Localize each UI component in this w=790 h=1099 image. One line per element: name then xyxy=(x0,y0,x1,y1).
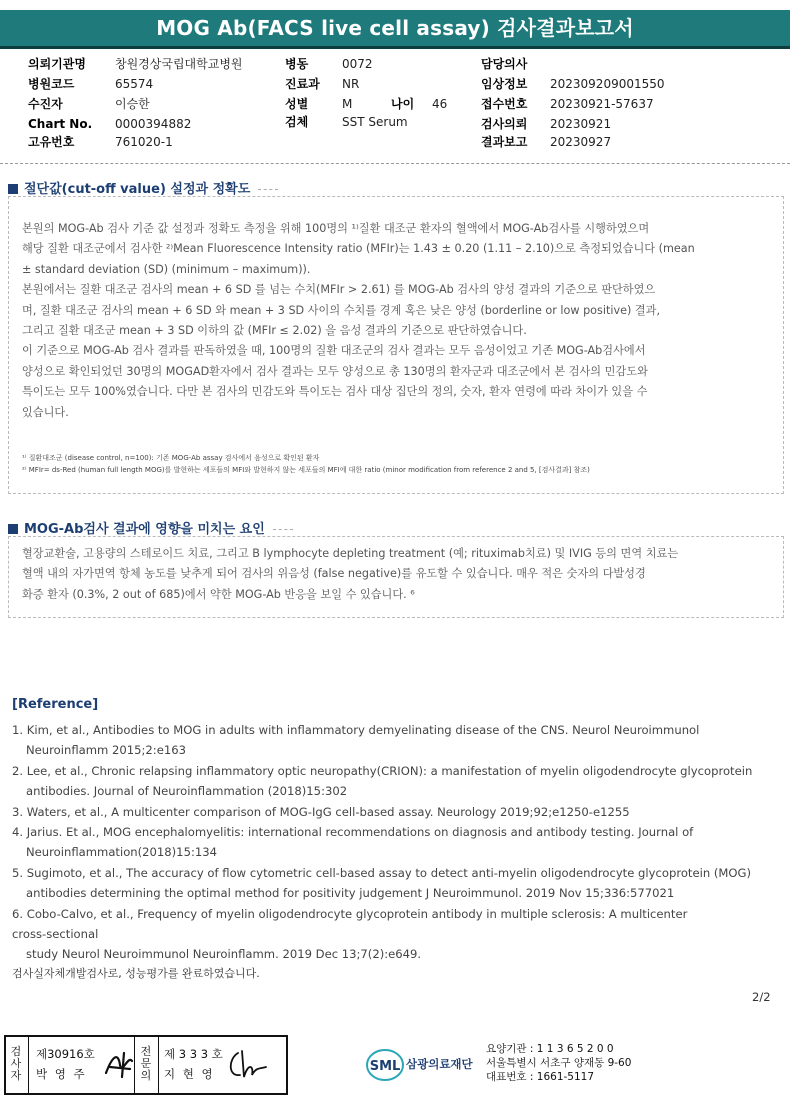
reference-item: 3. Waters, et al., A multicenter comparison of MOG-IgG cell-based assay. Neurology 2019;92;e1250-e1255 xyxy=(12,804,630,819)
value-clinical-info: 202309209001550 xyxy=(550,77,665,91)
value-age: 46 xyxy=(432,97,448,111)
label-department: 진료과 xyxy=(285,77,320,91)
signature-divider xyxy=(28,1037,29,1093)
value-chart-no: 0000394882 xyxy=(115,117,192,131)
reference-item-continued: Neuroinflammation(2018)15:134 xyxy=(26,845,217,860)
label-clinical-info: 임상정보 xyxy=(481,77,528,91)
contact-line: 대표번호 : 1661-5117 xyxy=(486,1071,595,1083)
value-receipt-number: 20230921-57637 xyxy=(550,97,654,111)
text-line: 이 기준으로 MOG-Ab 검사 결과를 판독하였을 때, 100명의 질환 대조군의 검사 결과는 모두 음성이었고 기존 MOG-Ab검사에서 xyxy=(22,344,646,358)
divider xyxy=(0,163,790,164)
section-cutoff-body xyxy=(22,219,772,423)
specialist-signature-icon xyxy=(226,1047,270,1083)
label-report-date: 결과보고 xyxy=(481,135,528,149)
value-requesting-institution: 창원경상국립대학교병원 xyxy=(115,57,243,71)
reference-item-continued: antibodies determining the optimal method for positivity judgement J Neuroimmunol. 2019 Nov 15;336:577021 xyxy=(26,886,675,901)
sml-logo-text: SML xyxy=(369,1059,401,1074)
text-line: 그리고 질환 대조군 mean + 3 SD 이하의 값 (MFIr ≤ 2.02) 을 음성 결과의 기준으로 판단하였습니다. xyxy=(22,324,527,338)
label-request-date: 검사의뢰 xyxy=(481,117,528,131)
section-cutoff-title: 절단값(cut-off value) 설정과 정확도 xyxy=(24,182,251,197)
label-sex: 성별 xyxy=(285,97,309,111)
label-specimen: 검체 xyxy=(285,115,309,129)
value-specimen: SST Serum xyxy=(342,115,408,129)
reference-item-continued: Neuroinflamm 2015;2:e163 xyxy=(26,743,186,758)
text-line: 있습니다. xyxy=(22,405,69,419)
text-line: 화증 환자 (0.3%, 2 out of 685)에서 약한 MOG-Ab 반응을 보일 수 있습니다. ⁶ xyxy=(22,587,415,601)
value-sex: M xyxy=(342,97,353,111)
footnotes xyxy=(22,452,590,476)
company-contact xyxy=(486,1042,631,1084)
title-underline xyxy=(0,46,790,49)
reference-item-continued: antibodies. Journal of Neuroinflammation (2018)15:302 xyxy=(26,784,348,799)
value-hospital-code: 65574 xyxy=(115,77,154,91)
contact-line: 서울특별시 서초구 양재동 9-60 xyxy=(486,1057,632,1069)
label-chart-no: Chart No. xyxy=(28,117,93,131)
text-line: 혈장교환술, 고용량의 스테로이드 치료, 그리고 B lymphocyte depleting treatment (예; rituximab치료) 및 IVIG 등의 면역 치료는 xyxy=(22,547,679,560)
square-bullet-icon xyxy=(8,184,18,194)
footnote-1: ¹⁾ 질환대조군 (disease control, n=100): 기존 MOG-Ab assay 검사에서 음성으로 확인된 환자 xyxy=(22,454,320,462)
reference-item: 4. Jarius. Et al., MOG encephalomyelitis: international recommendations on diagnosis and antibody testing. Journal of xyxy=(12,825,694,840)
label-ward: 병동 xyxy=(285,57,309,71)
value-request-date: 20230921 xyxy=(550,117,612,131)
sml-logo-icon xyxy=(366,1046,404,1082)
tester-license-no: 제30916호 xyxy=(36,1047,95,1061)
section-factors-body xyxy=(22,544,772,605)
specialist-name: 지 현 영 xyxy=(164,1067,215,1081)
reference-item-continued: cross-sectional xyxy=(12,927,99,942)
section-cutoff-heading xyxy=(8,178,278,197)
value-department: NR xyxy=(342,77,360,91)
reference-item: 6. Cobo-Calvo, et al., Frequency of myelin oligodendrocyte glycoprotein antibody in multiple sclerosis: A multicenter xyxy=(12,906,688,921)
footnote-2: ²⁾ MFIr= ds-Red (human full length MOG)를 발현하는 세포들의 MFI와 발현하지 않는 세포들의 MFI에 대한 ratio (minor modification from reference 2 and 5, [검사결과] 참조) xyxy=(22,466,590,474)
page-number: 2/2 xyxy=(752,990,771,1004)
label-hospital-code: 병원코드 xyxy=(28,77,75,91)
label-unique-number: 고유번호 xyxy=(28,135,75,149)
company-name: 삼광의료재단 xyxy=(406,1057,473,1071)
value-ward: 0072 xyxy=(342,57,373,71)
tester-signature-icon xyxy=(102,1047,138,1081)
reference-item-continued: study Neurol Neuroimmunol Neuroinflamm. 2019 Dec 13;7(2):e649. xyxy=(26,947,422,962)
label-attending-doctor: 담당의사 xyxy=(481,57,528,71)
text-line: 혈액 내의 자가면역 항체 농도를 낮추게 되어 검사의 위음성 (false negative)를 유도할 수 있습니다. 매우 적은 숫자의 다발성경 xyxy=(22,567,646,581)
signature-label-tester: 검 사 자 xyxy=(10,1045,22,1082)
reference-item: 1. Kim, et al., Antibodies to MOG in adults with inflammatory demyelinating disease of the CNS. Neurol Neuroimmunol xyxy=(12,723,700,737)
value-unique-number: 761020-1 xyxy=(115,135,173,149)
dotted-leader xyxy=(273,529,293,530)
label-requesting-institution: 의뢰기관명 xyxy=(28,57,86,71)
reference-item: 5. Sugimoto, et al., The accuracy of flow cytometric cell-based assay to detect anti-myelin oligodendrocyte glycoprotein (MOG) xyxy=(12,865,752,880)
signature-label-specialist: 전 문 의 xyxy=(140,1045,152,1082)
signature-divider xyxy=(158,1037,159,1093)
tester-name: 박 영 주 xyxy=(36,1067,87,1081)
square-bullet-icon xyxy=(8,524,18,534)
validation-note: 검사실자체개발검사로, 성능평가를 완료하였습니다. xyxy=(12,967,260,980)
section-factors-heading xyxy=(8,518,293,537)
text-line: 본원의 MOG-Ab 검사 기준 값 설정과 정확도 측정을 위해 100명의 ¹⁾질환 대조군 환자의 혈액에서 MOG-Ab검사를 시행하였으며 xyxy=(22,222,650,235)
label-age: 나이 xyxy=(391,97,415,111)
label-patient-name: 수진자 xyxy=(28,97,63,111)
reference-item: 2. Lee, et al., Chronic relapsing inflammatory optic neuropathy(CRION): a manifestation of myelin oligodendrocyte glycoprotein xyxy=(12,763,753,778)
signature-box xyxy=(4,1035,288,1095)
section-factors-title: MOG-Ab검사 결과에 영향을 미치는 요인 xyxy=(24,522,265,537)
label-receipt-number: 접수번호 xyxy=(481,97,528,111)
references-list xyxy=(12,720,752,965)
signature-divider xyxy=(134,1037,135,1093)
value-report-date: 20230927 xyxy=(550,135,612,149)
text-line: 해당 질환 대조군에서 검사한 ²⁾Mean Fluorescence Intensity ratio (MFIr)는 1.43 ± 0.20 (1.11 – 2.10)으로 측정되었습니다 (mean xyxy=(22,242,695,256)
text-line: 본원에서는 질환 대조군 검사의 mean + 6 SD 를 넘는 수치(MFIr > 2.61) 를 MOG-Ab 검사의 양성 결과의 기준으로 판단하였으 xyxy=(22,283,656,297)
value-patient-name: 이승한 xyxy=(115,97,150,111)
text-line: 며, 질환 대조군 검사의 mean + 6 SD 와 mean + 3 SD 사이의 수치를 경계 혹은 낮은 양성 (borderline or low positive) 결과, xyxy=(22,303,661,317)
references-heading: [Reference] xyxy=(12,697,99,712)
specialist-license-no: 제 3 3 3 호 xyxy=(164,1047,223,1061)
dotted-leader xyxy=(258,189,278,190)
text-line: ± standard deviation (SD) (minimum – maximum)). xyxy=(22,262,311,276)
report-title: MOG Ab(FACS live cell assay) 검사결과보고서 xyxy=(0,10,790,46)
text-line: 특이도는 모두 100%였습니다. 다만 본 검사의 민감도와 특이도는 검사 대상 집단의 정의, 숫자, 환자 연령에 따라 차이가 있을 수 xyxy=(22,385,648,399)
text-line: 양성으로 확인되었던 30명의 MOGAD환자에서 검사 결과는 모두 양성으로 총 130명의 환자군과 대조군에서 본 검사의 민감도와 xyxy=(22,364,648,378)
contact-line: 요양기관 : 1 1 3 6 5 2 0 0 xyxy=(486,1043,614,1055)
